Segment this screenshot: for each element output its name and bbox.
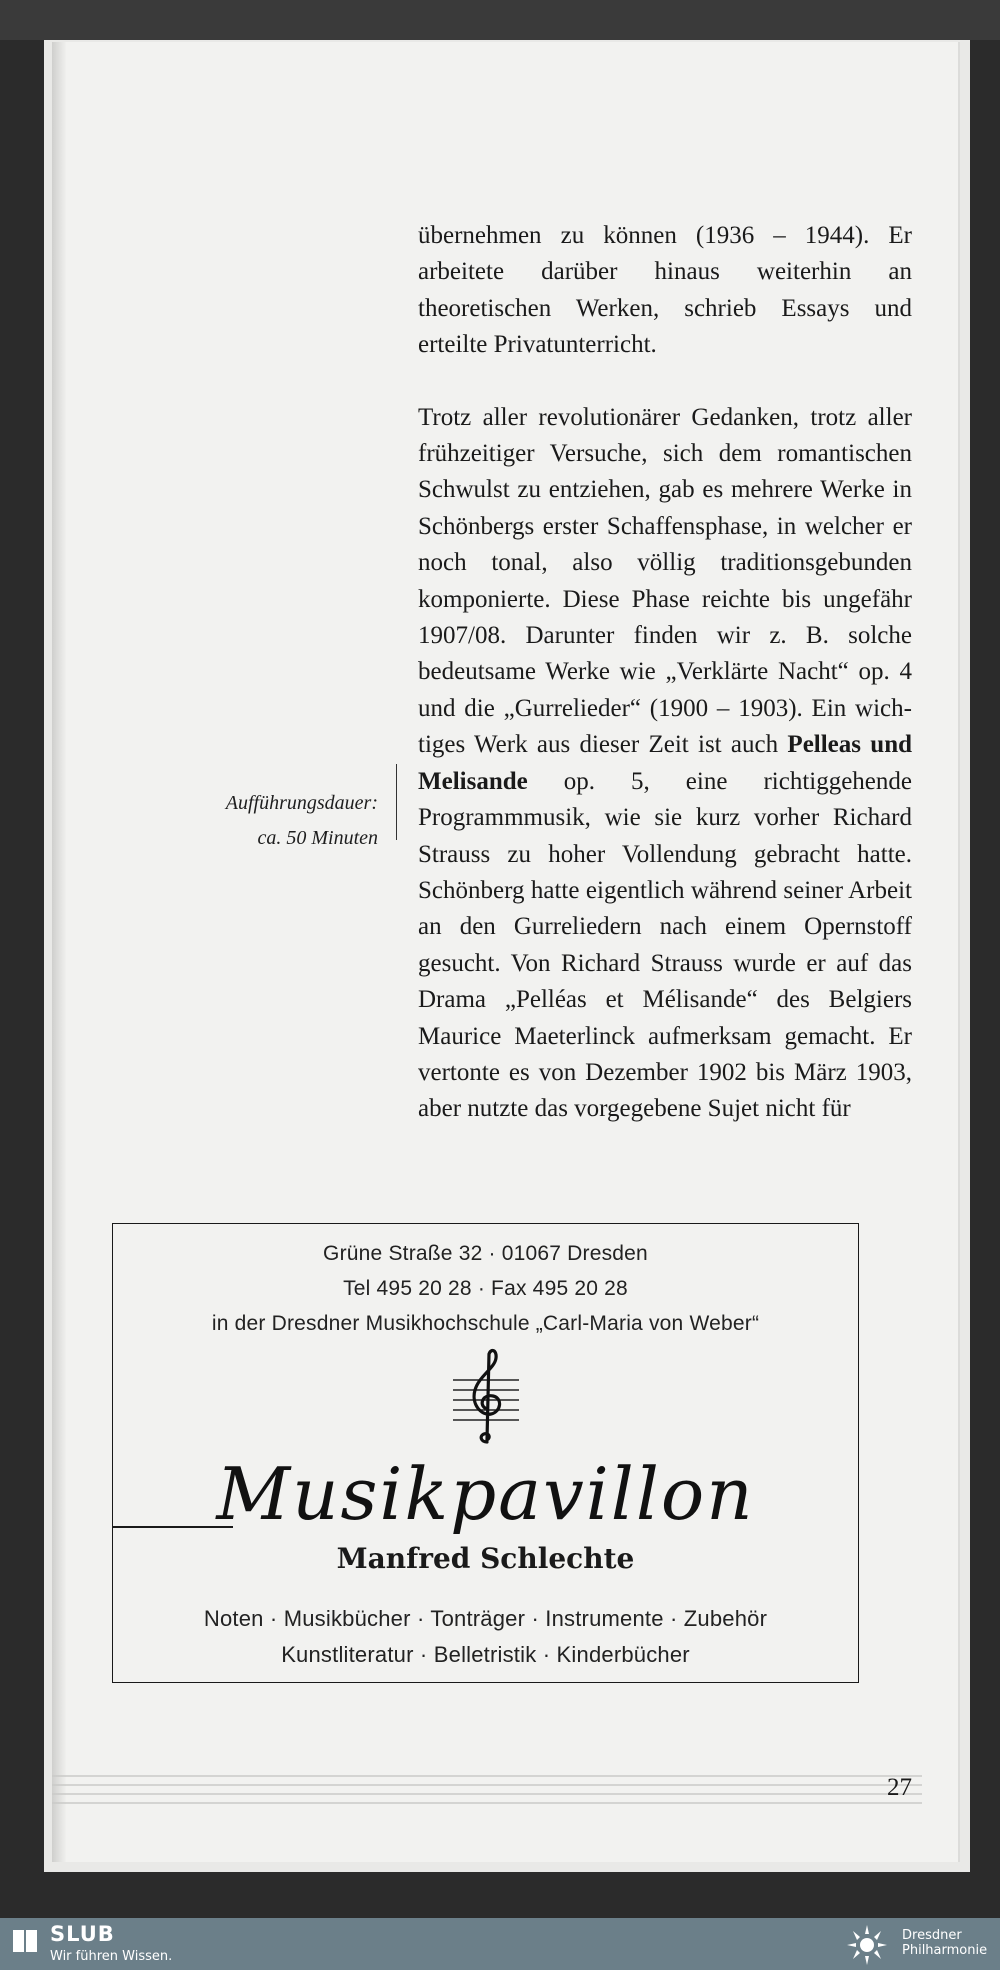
slub-logo-title: SLUB: [50, 1922, 115, 1946]
body-text: [418, 218, 912, 1128]
philharmonie-text: [902, 1928, 987, 1958]
musikpavillon-logo: Musikpavillon: [216, 1452, 755, 1536]
page-gutter: [52, 42, 66, 1862]
philharmonie-line-2: Philharmonie: [902, 1943, 988, 1958]
page-number: 27: [887, 1774, 912, 1801]
philharmonie-sunburst-icon: [844, 1924, 890, 1966]
work-title: Pelleas und Melisande: [418, 731, 913, 795]
book-icon: [12, 1928, 38, 1954]
paragraph-text: op. 5, eine richtiggehende Programmmusik, wie sie kurz vorher Richard Strauss zu hoher Vollendung gebracht hatte. Schönberg hatte eigentlich während seiner Arbeit an den Gurreliedern nach einem Opernstoff gesucht. Von Richard Strauss wurde er auf das Drama „Pelléas et Mélisande“ des Belgiers Maurice Maeterlinck aufmerksam gemacht. Er vertonte es von Dezember 1902 bis März 1903, aber nutzte das vorgegebene Sujet nicht für: [418, 767, 912, 1123]
footer-bar: [0, 1918, 1000, 1970]
ad-products-line-2: Kunstliteratur · Belletristik · Kinderbücher: [281, 1642, 690, 1667]
scan-background-top: [0, 0, 1000, 40]
ad-address: Grüne Straße 32 · 01067 Dresden: [323, 1242, 648, 1265]
musikpavillon-advertisement: [112, 1223, 859, 1683]
performance-duration-note: [112, 786, 378, 856]
ad-products-line-1: Noten · Musikbücher · Tonträger · Instrumente · Zubehör: [203, 1606, 768, 1631]
ad-phone: Tel 495 20 28 · Fax 495 20 28: [343, 1277, 628, 1300]
sidenote-label: Aufführungsdauer:: [225, 792, 378, 814]
treble-clef-icon: [451, 1346, 521, 1446]
sidenote-value: ca. 50 Minuten: [257, 827, 378, 849]
ad-location: in der Dresdner Musikhochschule „Carl-Maria von Weber“: [211, 1312, 760, 1335]
paragraph-text: Trotz aller revolutionärer Gedanken, trotz aller frühzeitiger Versuche, sich dem romantischen Schwulst zu entziehen, gab es mehrere Werke in Schönbergs erster Schaffensphase, in welcher er noch tonal, also völlig traditionsgebunden komponierte. Diese Phase reichte bis ungefähr 1907/08. Darunter finden wir z. B. solche bedeutsame Werke wie „Verklärte Nacht“ op. 4 und die „Gurrelieder“ (1900 – 1903). Ein wichtiges Werk aus dieser Zeit ist auch: [418, 403, 912, 759]
body-paragraph: [418, 400, 912, 1128]
music-staff-lines: [52, 1768, 922, 1812]
ad-owner-name: Manfred Schlechte: [336, 1542, 635, 1575]
sidenote-rule: [396, 764, 397, 840]
philharmonie-line-1: Dresdner: [902, 1928, 962, 1943]
slub-tagline: Wir führen Wissen.: [50, 1949, 173, 1964]
body-paragraph: [418, 218, 912, 364]
paragraph-text: übernehmen zu können (1936 – 1944). Er arbeitete darüber hinaus weiterhin an theoretischen Werken, schrieb Essays und erteilte Privatunterricht.: [418, 222, 912, 359]
